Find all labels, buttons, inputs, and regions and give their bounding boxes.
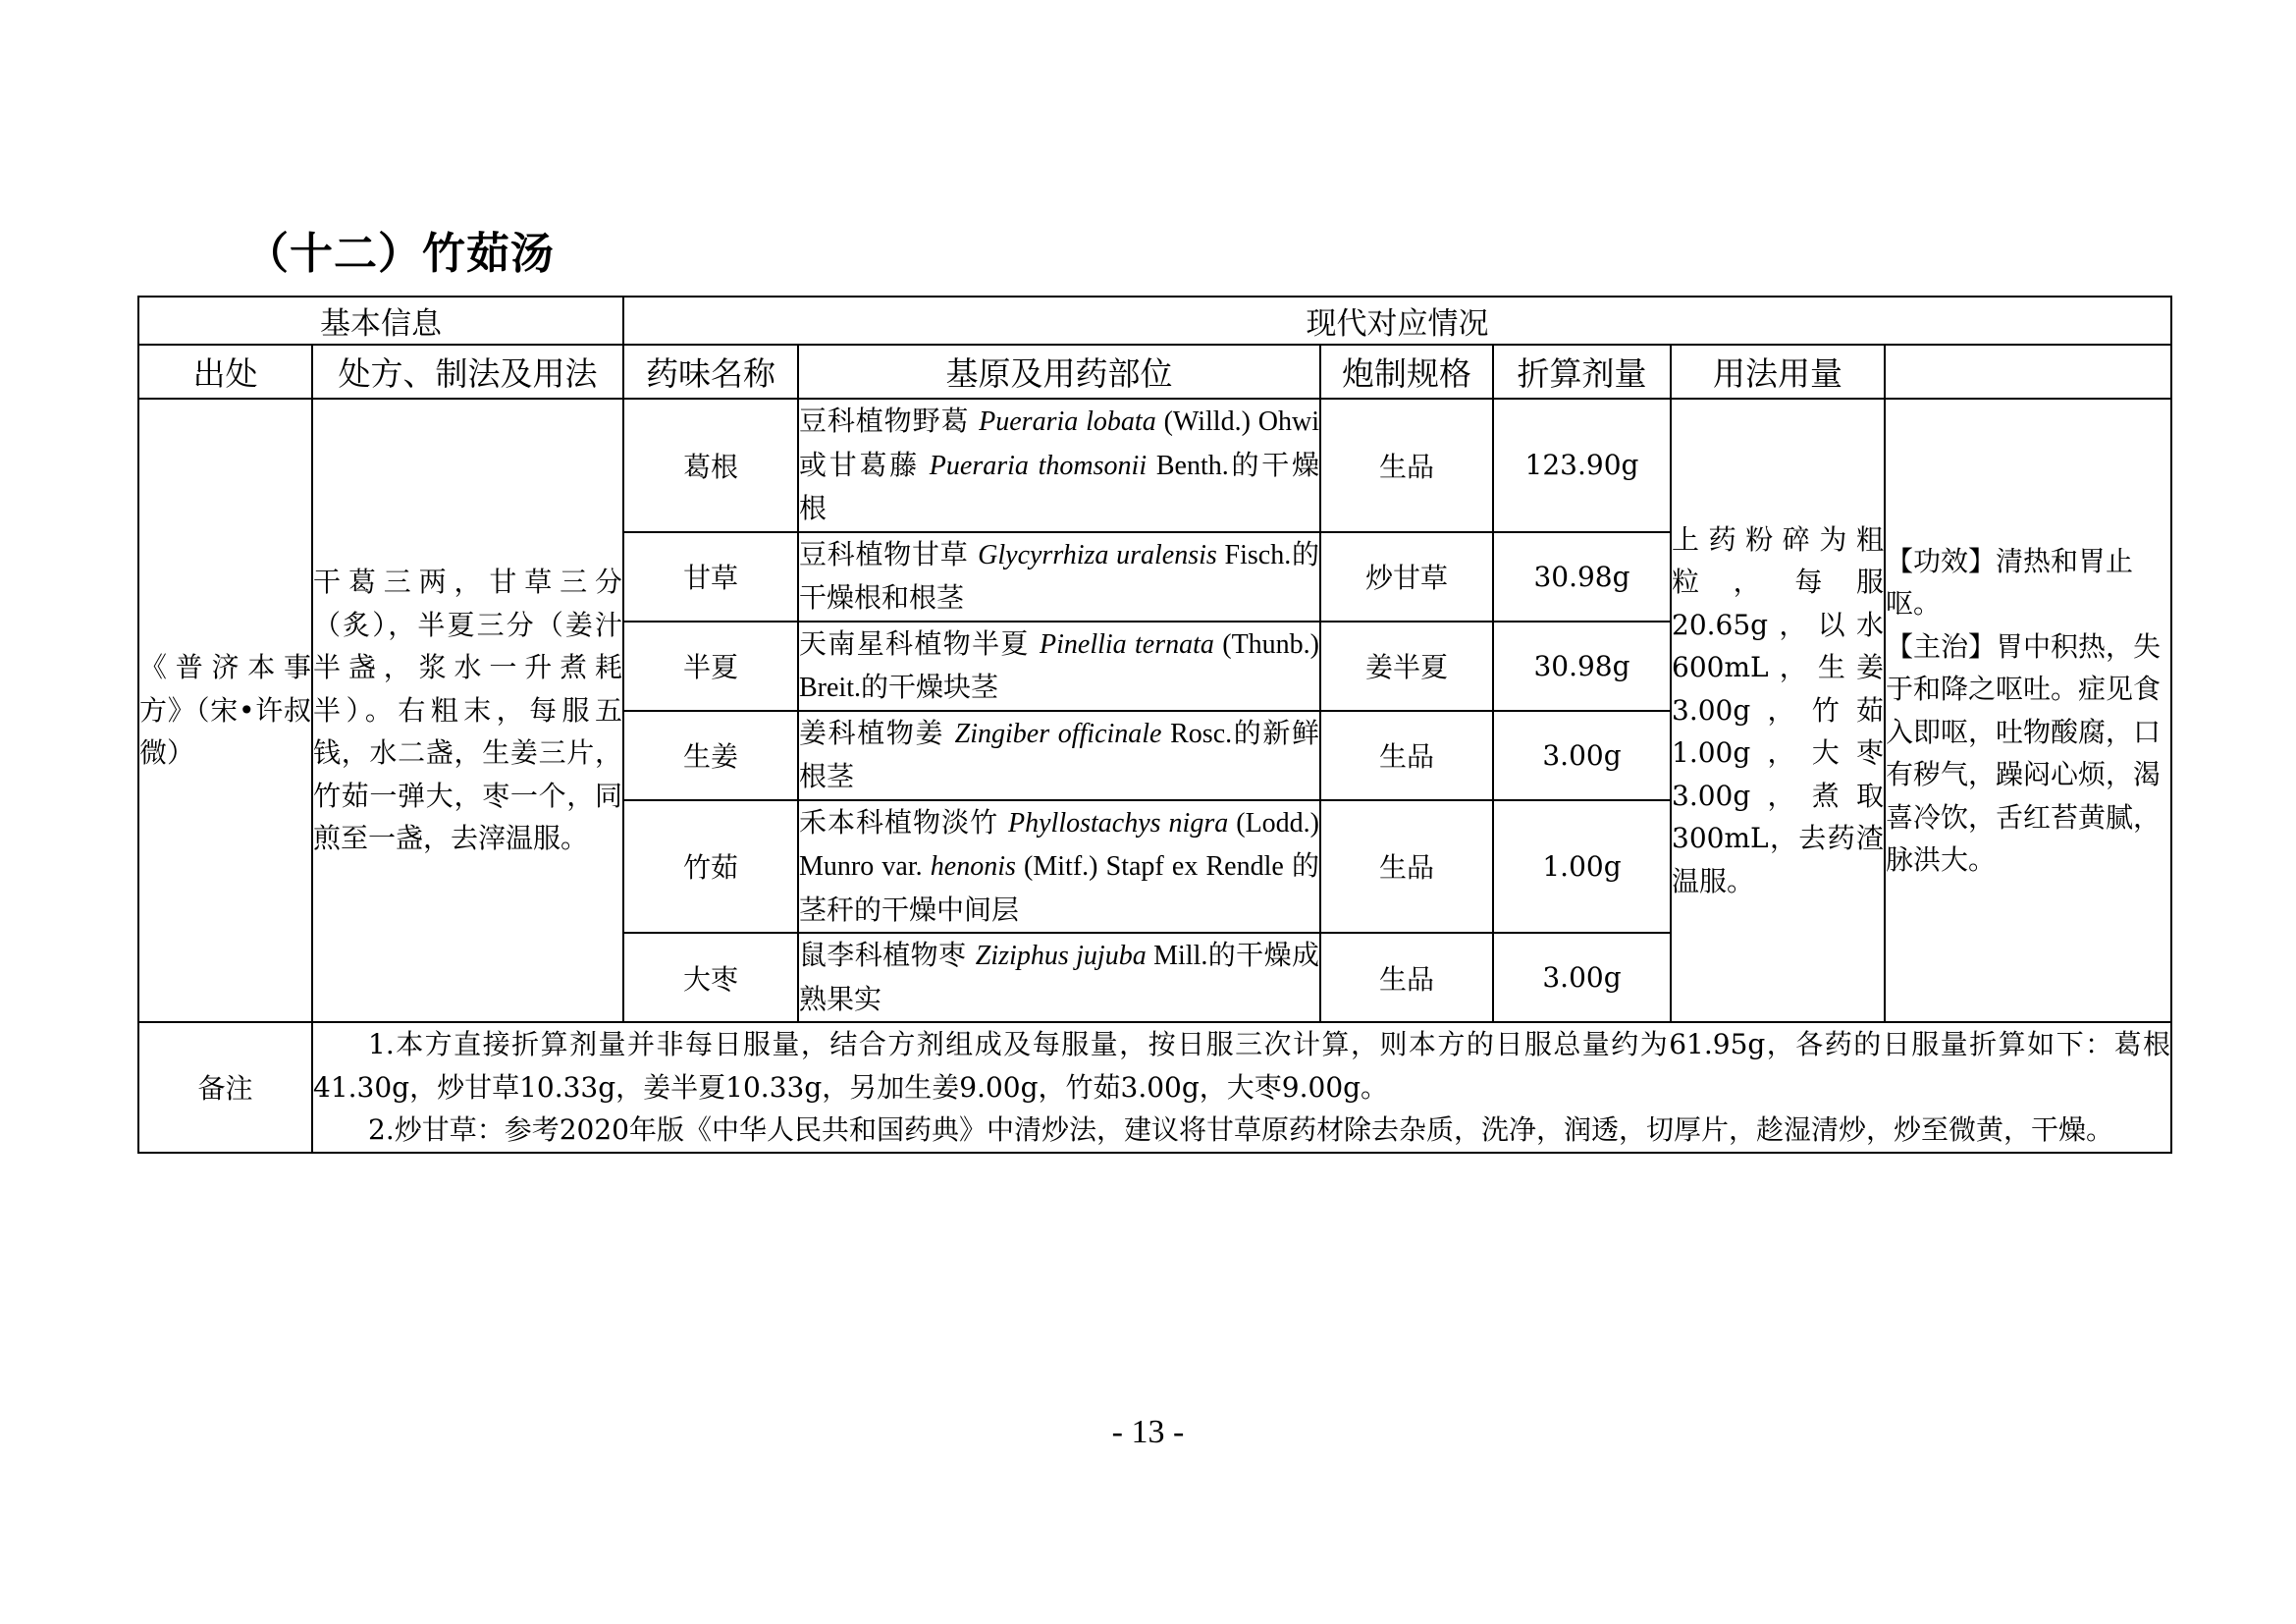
col-dose: 折算剂量 bbox=[1493, 345, 1671, 399]
group-basic-info: 基本信息 bbox=[138, 297, 623, 345]
usage-cell: 上药粉碎为粗粒，每服20.65g，以水600mL，生姜3.00g，竹茹1.00g，大枣3.00g，煮取300mL，去药渣温服。 bbox=[1671, 399, 1885, 1022]
col-function bbox=[1885, 345, 2171, 399]
function-effect: 【功效】清热和胃止呕。 bbox=[1886, 544, 2134, 620]
processing-spec: 生品 bbox=[1320, 399, 1493, 532]
column-header-row bbox=[138, 345, 2171, 399]
page-title: （十二）竹茹汤 bbox=[245, 229, 555, 279]
note-item: 2.炒甘草：参考2020年版《中华人民共和国药典》中清炒法，建议将甘草原药材除去杂质，洗净，润透，切厚片，趁湿清炒，炒至微黄，干燥。 bbox=[368, 1113, 2113, 1146]
plant-origin: 豆科植物甘草 Glycyrrhiza uralensis Fisch.的干燥根和根茎 bbox=[798, 532, 1320, 622]
processing-spec: 姜半夏 bbox=[1320, 622, 1493, 711]
group-modern-correspondence: 现代对应情况 bbox=[623, 297, 2171, 345]
group-header-row bbox=[138, 297, 2171, 345]
herb-name: 半夏 bbox=[623, 622, 798, 711]
dose-value: 1.00g bbox=[1493, 800, 1671, 934]
method-cell: 干葛三两，甘草三分（炙），半夏三分（姜汁半盏，浆水一升煮耗半）。右粗末，每服五钱，水二盏，生姜三片，竹茹一弹大，枣一个，同煎至一盏，去滓温服。 bbox=[312, 399, 623, 1022]
dose-value: 30.98g bbox=[1493, 532, 1671, 622]
col-source: 出处 bbox=[138, 345, 312, 399]
dose-value: 123.90g bbox=[1493, 399, 1671, 532]
col-processing-spec: 炮制规格 bbox=[1320, 345, 1493, 399]
herb-name: 甘草 bbox=[623, 532, 798, 622]
processing-spec: 炒甘草 bbox=[1320, 532, 1493, 622]
plant-origin: 天南星科植物半夏 Pinellia ternata (Thunb.) Breit.的干燥块茎 bbox=[798, 622, 1320, 711]
notes-cell bbox=[312, 1022, 2171, 1153]
herb-name: 大枣 bbox=[623, 933, 798, 1022]
function-indication: 【主治】胃中积热，失于和降之呕吐。症见食入即呕，吐物酸腐，口有秽气，躁闷心烦，渴喜冷饮，舌红苔黄腻，脉洪大。 bbox=[1886, 629, 2162, 876]
function-cell bbox=[1885, 399, 2171, 1022]
page-number: - 13 - bbox=[1111, 1414, 1185, 1450]
source-cell: 《普济本事方》（宋•许叔微） bbox=[138, 399, 312, 1022]
dose-value: 30.98g bbox=[1493, 622, 1671, 711]
col-usage: 用法用量 bbox=[1671, 345, 1885, 399]
herb-name: 生姜 bbox=[623, 711, 798, 800]
processing-spec: 生品 bbox=[1320, 933, 1493, 1022]
processing-spec: 生品 bbox=[1320, 800, 1493, 934]
col-herb-name: 药味名称 bbox=[623, 345, 798, 399]
col-plant-origin: 基原及用药部位 bbox=[798, 345, 1320, 399]
dose-value: 3.00g bbox=[1493, 933, 1671, 1022]
notes-row bbox=[138, 1022, 2171, 1153]
herb-name: 竹茹 bbox=[623, 800, 798, 934]
plant-origin: 鼠李科植物枣 Ziziphus jujuba Mill.的干燥成熟果实 bbox=[798, 933, 1320, 1022]
dose-value: 3.00g bbox=[1493, 711, 1671, 800]
col-method: 处方、制法及用法 bbox=[312, 345, 623, 399]
formula-table bbox=[137, 296, 2172, 1154]
plant-origin: 禾本科植物淡竹 Phyllostachys nigra (Lodd.) Munro var. henonis (Mitf.) Stapf ex Rendle 的茎秆的干燥中间层 bbox=[798, 800, 1320, 934]
note-item: 1.本方直接折算剂量并非每日服量，结合方剂组成及每服量，按日服三次计算，则本方的日服总量约为61.95g，各药的日服量折算如下：葛根41.30g，炒甘草10.33g，姜半夏10.33g，另加生姜9.00g，竹茹3.00g，大枣9.00g。 bbox=[313, 1028, 2171, 1104]
plant-origin: 姜科植物姜 Zingiber officinale Rosc.的新鲜根茎 bbox=[798, 711, 1320, 800]
processing-spec: 生品 bbox=[1320, 711, 1493, 800]
notes-label: 备注 bbox=[138, 1022, 312, 1153]
plant-origin: 豆科植物野葛 Pueraria lobata (Willd.) Ohwi 或甘葛藤 Pueraria thomsonii Benth.的干燥根 bbox=[798, 399, 1320, 532]
herb-name: 葛根 bbox=[623, 399, 798, 532]
herb-row bbox=[138, 399, 2171, 532]
